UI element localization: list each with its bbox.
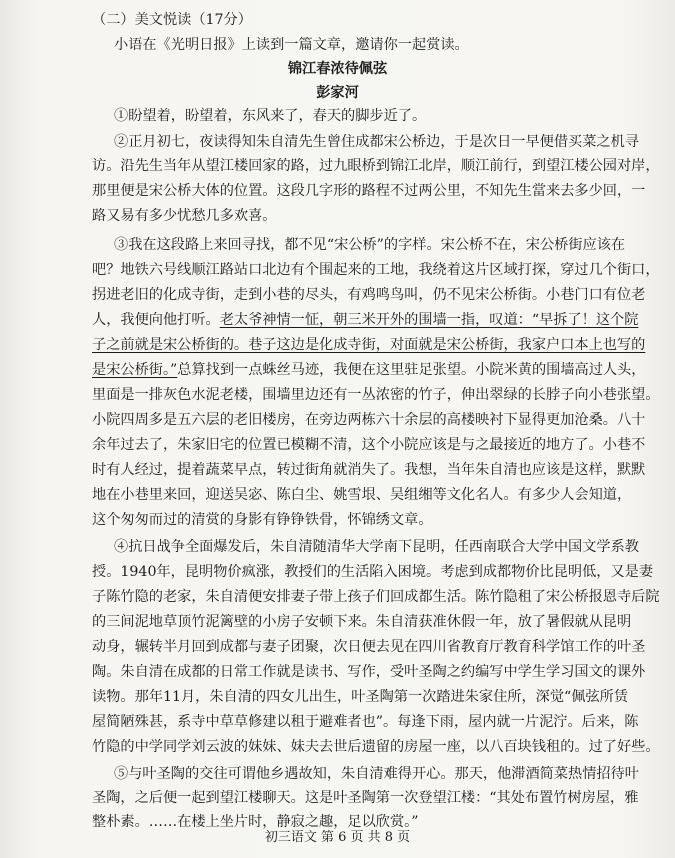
paragraph-3-line (92, 310, 639, 331)
paragraph-3-line (92, 360, 646, 381)
underlined-sentence: 子之前就是宋公桥街的。巷子这边是化成寺街，对面就是宋公桥街，我家户口本上也写的 (92, 337, 646, 353)
paragraph-4-line: ④抗日战争全面爆发后，朱自清随清华大学南下昆明，任西南联合大学中国文学系教 (114, 539, 639, 555)
paragraph-2-line: 路又易有多少忧愁几多欢喜。 (92, 208, 277, 224)
paragraph-3-line: 余年过去了，朱家旧宅的位置已模糊不清，这个小院应该是与之最接近的地方了。小巷不 (92, 437, 646, 453)
paragraph-3-line: 拐进老旧的化成寺街，走到小巷的尽头，有鸡鸣鸟叫，仍不见宋公桥街。小巷门口有位老 (92, 287, 646, 303)
paragraph-4-line: 动身，辗转半月回到成都与妻子团聚，次日便去见在四川省教育厅教育科学馆工作的叶圣 (92, 639, 646, 655)
paragraph-5-line: 整朴素。……在楼上坐片时，静寂之趣，足以欣赏。” (92, 814, 419, 830)
paragraph-2-line: 那里便是宋公桥大体的位置。这段几字形的路程不过两公里，不知先生當来去多少回，一 (92, 183, 646, 199)
paragraph-3-text: 总算找到一点蛛丝马迹，我便在这里驻足张望。小院米黄的围墙高过人头， (177, 362, 646, 378)
paragraph-3-line: 时有人经过，提着蔬菜早点，转过街角就消失了。我想，当年朱自清也应该是这样，默默 (92, 462, 646, 478)
paragraph-3-line: 吧？地铁六号线顺江路站口北边有个围起来的工地，我绕着这片区域打探，穿过几个街口， (92, 262, 660, 278)
paragraph-4-line: 竹隐的中学同学刘云波的妹妹、妹夫去世后遗留的房屋一座，以八百块钱租的。过了好些。 (92, 739, 660, 755)
paragraph-3-line: 地在小巷里来回，迎送吴宓、陈白尘、姚雪垠、吴组缃等文化名人。有多少人会知道， (92, 487, 632, 503)
article-title: 锦江春浓待佩弦 (287, 61, 388, 77)
section-heading: （二）美文悦读（17分） (92, 12, 252, 28)
paragraph-4-line: 屋简陋殊甚，系寺中草草修建以租于避难者也”。每逢下雨，屋内就一片泥泞。后来，陈 (92, 714, 639, 730)
paragraph-5-line: 圣陶，之后便一起到望江楼聊天。这是叶圣陶第一次登望江楼：“其处布置竹树房屋，雅 (92, 790, 639, 806)
paragraph-1: ①盼望着，盼望着，东风来了，春天的脚步近了。 (114, 108, 427, 124)
paragraph-4-line: 读物。那年11月，朱自清的四女儿出生，叶圣陶第一次踏进朱家住所，深觉“佩弦所赁 (92, 689, 629, 705)
intro-text: 小语在《光明日报》上读到一篇文章，邀请你一起赏读。 (114, 37, 469, 53)
paragraph-2-line: ②正月初七，夜读得知朱自清先生曾住成都宋公桥边，于是次日一早便借买菜之机寻 (114, 134, 639, 150)
article-author: 彭家河 (316, 85, 359, 101)
underlined-sentence: 是宋公桥街。” (92, 362, 178, 378)
underlined-sentence: 老太爷神情一怔，朝三米开外的围墙一指，叹道：“早拆了！这个院 (219, 312, 639, 328)
paragraph-3-line: 这个匆匆而过的清赏的身影有铮铮铁骨，怀锦绣文章。 (92, 512, 433, 528)
paragraph-4-line: 授。1940年，昆明物价疯涨，教授们的生活陷入困境。考虑到成都物价比昆明低，又是妻 (92, 564, 654, 580)
paragraph-5-line: ⑤与叶圣陶的交往可谓他乡遇故知，朱自清难得开心。那天，他滞酒简菜热情招待叶 (114, 766, 639, 782)
paragraph-3-line: ③我在这段路上来回寻找，都不见“宋公桥”的字样。宋公桥不在，宋公桥街应该在 (114, 237, 626, 253)
paragraph-4-line: 子陈竹隐的老家，朱自清便安排妻子带上孩子们回成都生活。陈竹隐租了宋公桥报恩寺后院 (92, 589, 660, 605)
paragraph-4-line: 陶。朱自清在成都的日常工作就是读书、写作，受叶圣陶之约编写中学生学习国文的课外 (92, 664, 646, 680)
paragraph-2-line: 访。沿先生当年从望江楼回家的路，过九眼桥到锦江北岸，顺江前行，到望江楼公园对岸， (92, 158, 660, 174)
paragraph-4-line: 的三间泥地草顶竹泥篱壁的小房子安顿下来。朱自清获准休假一年，放了暑假就从昆明 (92, 614, 632, 630)
paragraph-3-text: 人，我便向他打听。 (92, 312, 220, 328)
paragraph-3-line: 小院四周多是五六层的老旧楼房，在旁边两栋六十余层的高楼映衬下显得更加沧桑。八十 (92, 412, 646, 428)
paragraph-3-line: 里面是一排灰色水泥老楼，围墙里边还有一丛浓密的竹子，伸出翠绿的长脖子向小巷张望。 (92, 387, 660, 403)
page-footer: 初三语文 第 6 页 共 8 页 (264, 830, 411, 845)
